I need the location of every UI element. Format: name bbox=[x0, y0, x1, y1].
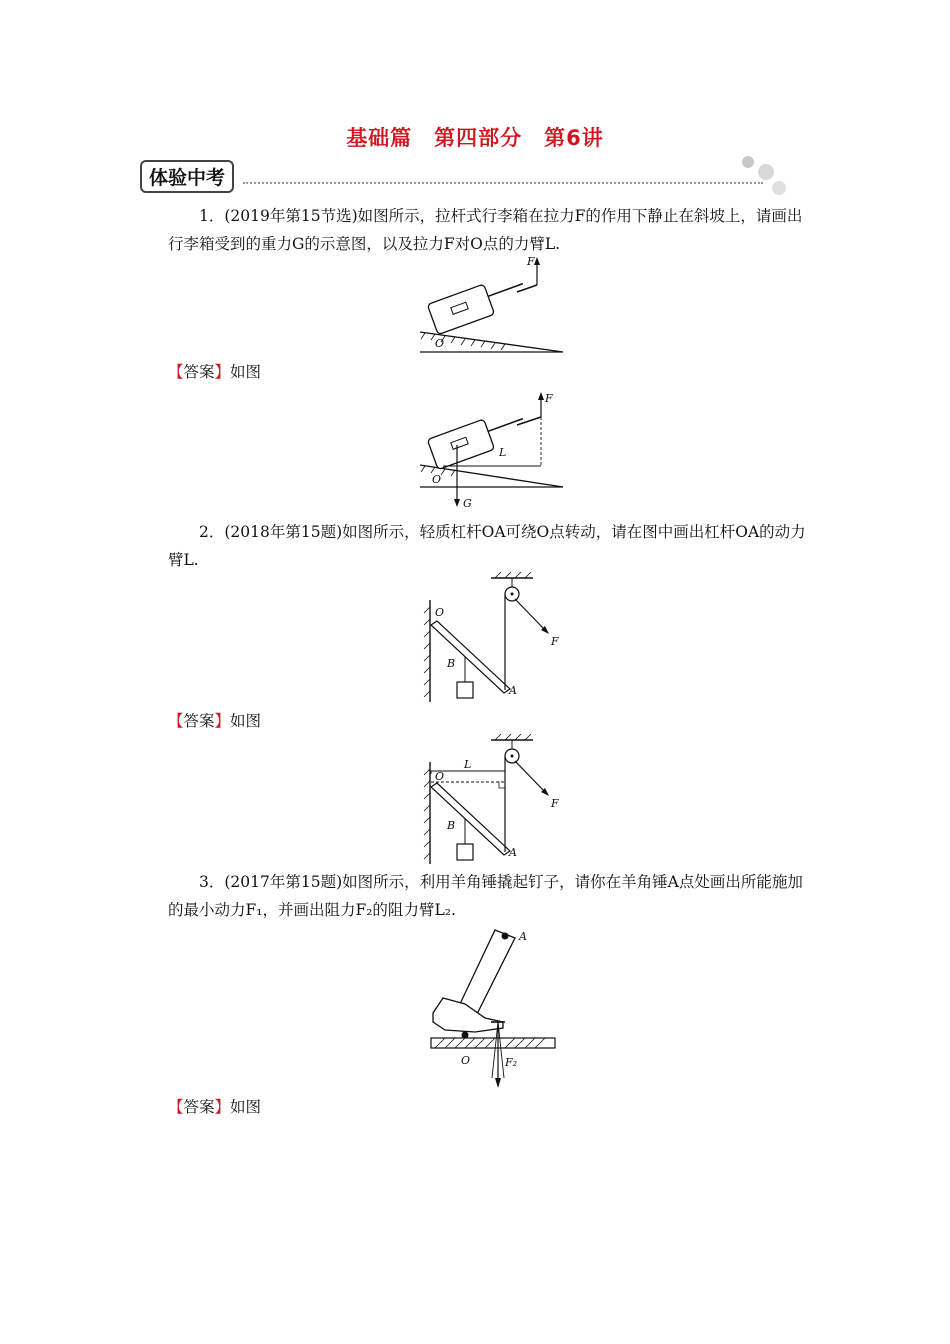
label-a: A bbox=[509, 684, 517, 697]
label-b: B bbox=[447, 819, 456, 832]
label-l: L bbox=[499, 446, 507, 459]
label-g: G bbox=[463, 497, 472, 510]
answer-2: 【答案】如图 bbox=[168, 712, 262, 730]
label-a: A bbox=[519, 930, 527, 943]
decorative-dots-icon bbox=[735, 152, 795, 197]
label-f: F bbox=[551, 797, 559, 810]
label-a: A bbox=[509, 846, 517, 859]
figure-1-answer bbox=[415, 390, 575, 515]
label-b: B bbox=[447, 657, 456, 670]
figure-2-answer bbox=[415, 734, 580, 869]
label-o: O bbox=[432, 473, 442, 486]
question-1: 1．(2019年第15节选)如图所示，拉杆式行李箱在拉力F的作用下静止在斜坡上，请画出行李箱受到的重力G的示意图，以及拉力F对O点的力臂L. bbox=[168, 207, 803, 253]
label-f2: F₂ bbox=[505, 1056, 518, 1069]
label-o: O bbox=[435, 337, 445, 350]
label-o: O bbox=[435, 770, 445, 783]
label-o: O bbox=[461, 1054, 471, 1067]
question-2: 2．(2018年第15题)如图所示，轻质杠杆OA可绕O点转动，请在图中画出杠杆OA的动力臂L. bbox=[168, 523, 806, 569]
label-l: L bbox=[464, 758, 472, 771]
section-label: 体验中考 bbox=[140, 160, 234, 193]
page-title: 基础篇 第四部分 第6讲 bbox=[346, 126, 604, 150]
answer-3: 【答案】如图 bbox=[168, 1098, 262, 1116]
question-3: 3．(2017年第15题)如图所示，利用羊角锤撬起钉子，请你在羊角锤A点处画出所能施加的最小动力F₁，并画出阻力F₂的阻力臂L₂. bbox=[168, 873, 803, 919]
answer-1: 【答案】如图 bbox=[168, 363, 262, 381]
figure-2-question bbox=[415, 572, 580, 707]
figure-3-question bbox=[425, 918, 565, 1090]
label-f: F bbox=[551, 635, 559, 648]
label-f: F bbox=[545, 392, 553, 405]
section-divider bbox=[243, 182, 763, 184]
figure-1-question bbox=[415, 255, 575, 360]
label-o: O bbox=[435, 606, 445, 619]
label-f: F bbox=[527, 255, 535, 268]
